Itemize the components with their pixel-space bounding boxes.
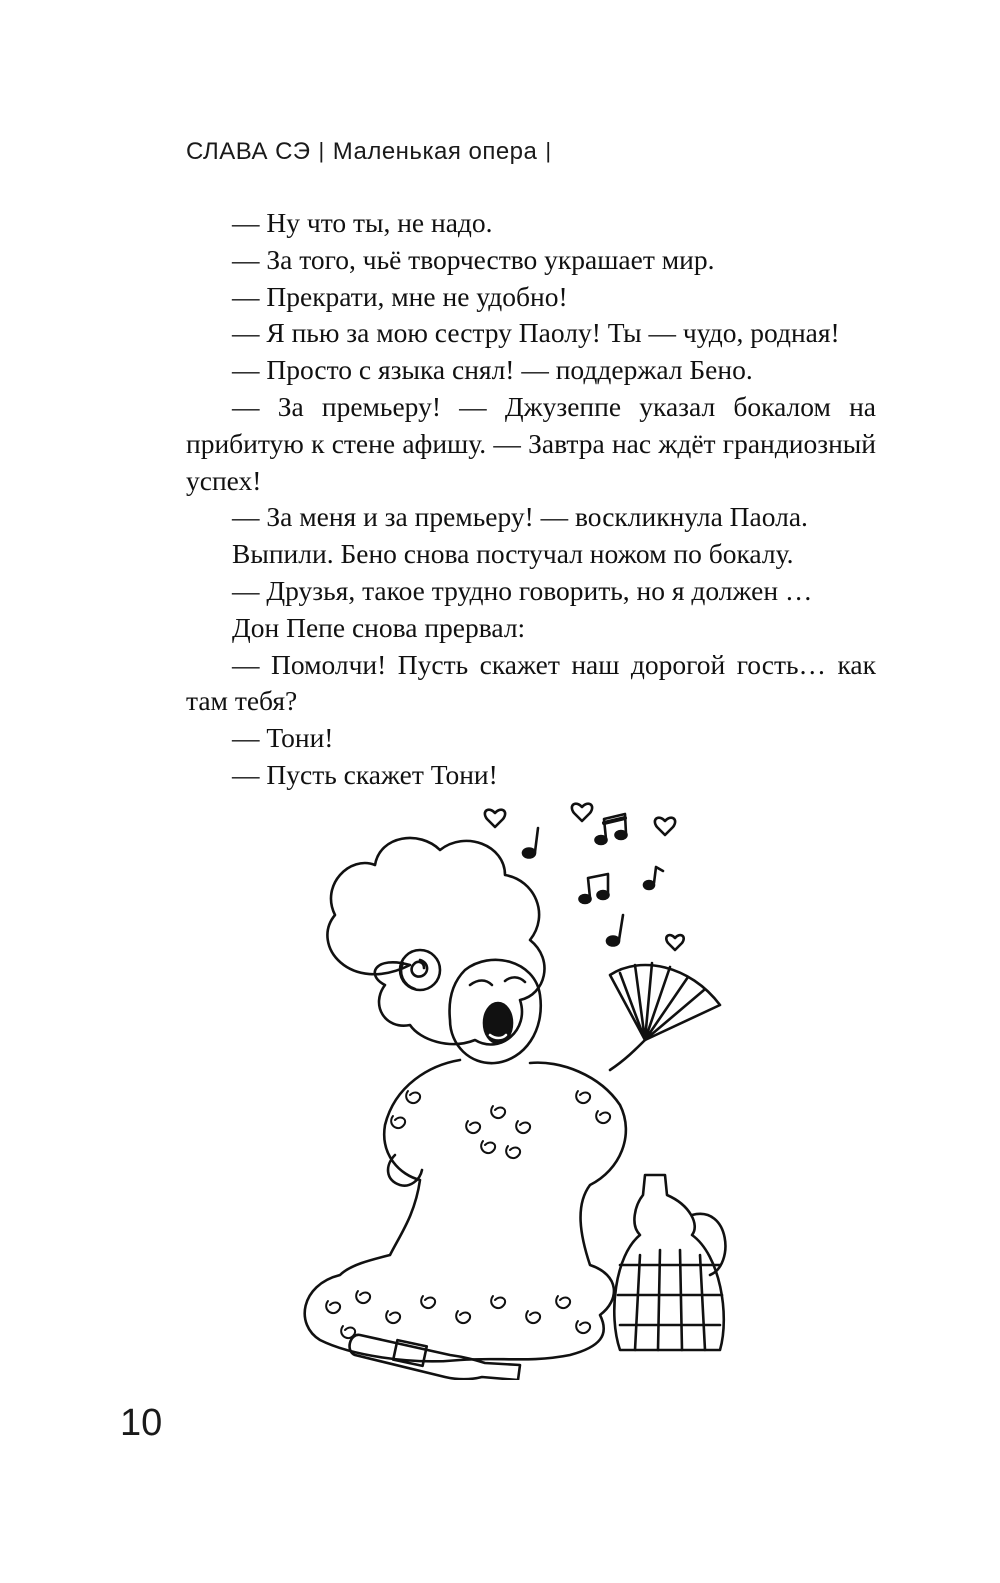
dress	[305, 1060, 626, 1361]
hand	[388, 1155, 422, 1186]
paragraph: — Пусть скажет Тони!	[232, 758, 498, 790]
wicker-jug-icon	[614, 1175, 725, 1350]
paragraph: — Друзья, такое трудно говорить, но я должен …	[232, 574, 813, 606]
paragraph: — За премьеру! — Джузеппе указал бокалом на прибитую к стене афишу. — Завтра нас ждёт грандиозный успех!	[186, 390, 876, 496]
hair	[327, 838, 544, 1044]
running-head-author: СЛАВА СЭ	[186, 138, 311, 165]
paragraph: Дон Пепе снова прервал:	[232, 611, 526, 643]
running-head-separator-end: |	[545, 138, 552, 163]
page-number: 10	[120, 1402, 163, 1444]
paragraph: — Прекрати, мне не удобно!	[232, 280, 568, 312]
singing-woman-illustration	[290, 795, 750, 1380]
paragraph: — Я пью за мою сестру Паолу! Ты — чудо, родная!	[232, 317, 840, 349]
running-head-separator: |	[318, 138, 325, 163]
paragraph: — За того, чьё творчество украшает мир.	[232, 243, 715, 275]
paragraph: — Тони!	[232, 722, 334, 754]
fan-icon	[610, 963, 720, 1070]
paragraph: — За меня и за премьеру! — воскликнула Паола.	[232, 501, 808, 533]
paragraph: Выпили. Бено снова постучал ножом по бокалу.	[232, 538, 794, 570]
paragraph: — Ну что ты, не надо.	[232, 207, 493, 238]
body-text	[186, 205, 876, 794]
paragraph: — Помолчи! Пусть скажет наш дорогой гость… как там тебя?	[186, 648, 876, 717]
running-head-title: Маленькая опера	[332, 138, 538, 165]
running-head	[186, 138, 560, 166]
paragraph: — Просто с языка снял! — поддержал Бено.	[232, 354, 753, 386]
rose-icon	[400, 950, 440, 990]
swirl-pattern	[326, 1091, 610, 1338]
